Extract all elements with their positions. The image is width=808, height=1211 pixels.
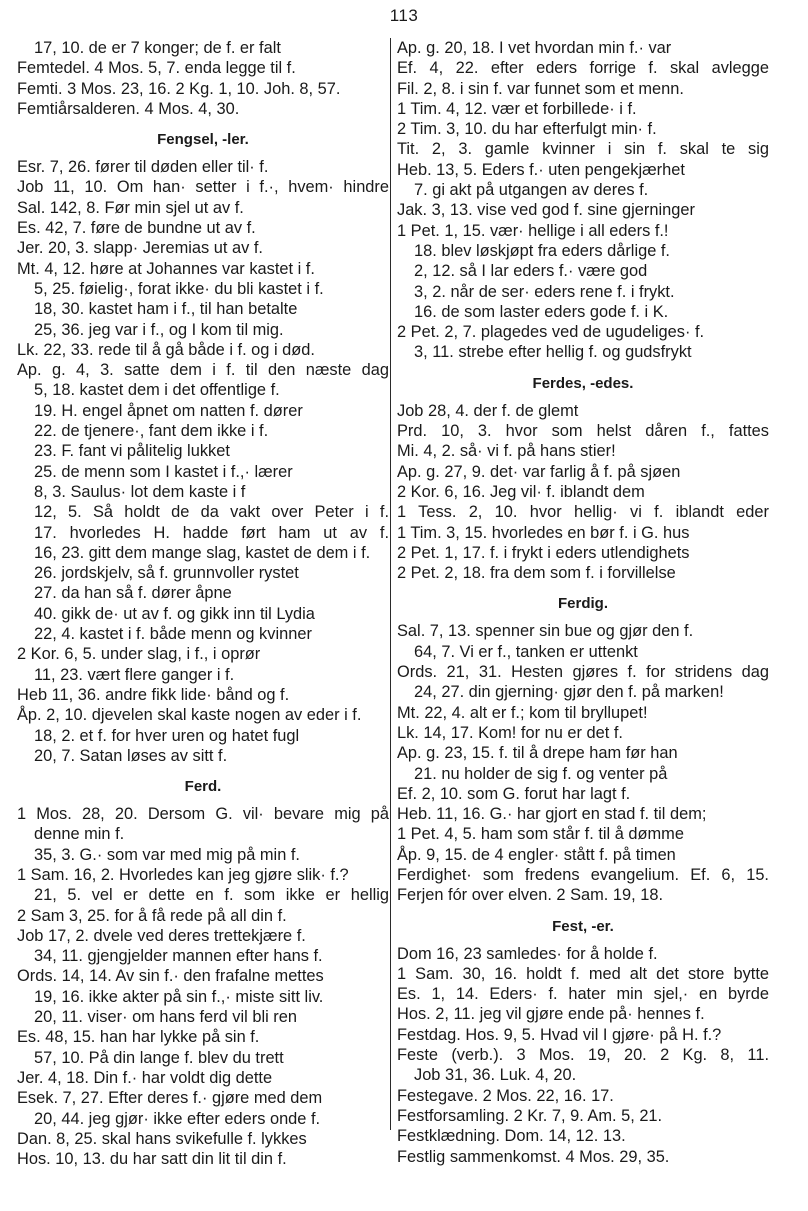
concordance-entry: Festegave. 2 Mos. 22, 16. 17. <box>397 1086 614 1105</box>
concordance-entry: Heb. 11, 16. G.· har gjort en stad f. til dem; <box>397 805 707 824</box>
concordance-entry: 22. de tjenere·, fant dem ikke i f. <box>34 422 269 441</box>
concordance-entry: 1 Tess. 2, 10. hvor hellig· vi f. iblandt eder <box>397 503 769 522</box>
concordance-entry: Ap. g. 23, 15. f. til å drepe ham før han <box>397 744 678 763</box>
column-divider <box>390 38 391 1130</box>
concordance-entry: Femti. 3 Mos. 23, 16. 2 Kg. 1, 10. Joh. 8, 57. <box>17 79 341 98</box>
concordance-entry: Feste (verb.). 3 Mos. 19, 20. 2 Kg. 8, 11. <box>397 1046 769 1065</box>
concordance-entry: 35, 3. G.· som var med mig på min f. <box>34 845 300 864</box>
concordance-entry: Heb 11, 36. andre fikk lide· bånd og f. <box>17 685 290 704</box>
concordance-entry: 16, 23. gitt dem mange slag, kastet de dem i f. <box>34 543 371 562</box>
concordance-entry: Es. 1, 14. Eders· f. hater min sjel,· en byrde <box>397 985 769 1004</box>
concordance-entry: Festdag. Hos. 9, 5. Hvad vil I gjøre· på H. f.? <box>397 1025 722 1044</box>
concordance-entry: 2 Pet. 2, 18. fra dem som f. i forvillelse <box>397 564 676 583</box>
concordance-entry: 40. gikk de· ut av f. og gikk inn til Lydia <box>34 604 315 623</box>
concordance-entry: 17, 10. de er 7 konger; de f. er falt <box>34 39 281 57</box>
concordance-entry: Åp. 9, 15. de 4 engler· stått f. på timen <box>397 845 676 864</box>
left-column <box>17 38 389 1169</box>
concordance-entry: Job 11, 10. Om han· setter i f.·, hvem· hindre <box>17 178 389 197</box>
concordance-entry: 1 Tim. 4, 12. vær et forbillede· i f. <box>397 99 637 118</box>
right-column <box>397 38 769 1167</box>
concordance-entry: 5, 25. føielig·, forat ikke· du bli kastet i f. <box>34 279 324 298</box>
concordance-entry: 24, 27. din gjerning· gjør den f. på marken! <box>414 683 724 702</box>
concordance-entry: 23. F. fant vi pålitelig lukket <box>34 442 230 461</box>
concordance-entry: 2 Tim. 3, 10. du har efterfulgt min· f. <box>397 120 657 139</box>
concordance-entry: Ef. 2, 10. som G. forut har lagt f. <box>397 784 631 803</box>
concordance-entry: 20, 7. Satan løses av sitt f. <box>34 746 228 765</box>
concordance-entry: 34, 11. gjengjelder mannen efter hans f. <box>34 947 323 966</box>
concordance-entry: 2 Kor. 6, 5. under slag, i f., i oprør <box>17 645 261 664</box>
concordance-entry: 20, 44. jeg gjør· ikke efter eders onde f. <box>34 1109 321 1128</box>
concordance-entry: 19. H. engel åpnet om natten f. dører <box>34 401 303 420</box>
concordance-entry: 18, 2. et f. for hver uren og hatet fugl <box>34 726 300 745</box>
concordance-entry: 3, 11. strebe efter hellig f. og gudsfrykt <box>414 343 692 362</box>
concordance-entry: 12, 5. Så holdt de da vakt over Peter i f. <box>34 503 389 522</box>
concordance-entry: 2 Pet. 1, 17. f. i frykt i eders utlendighets <box>397 543 690 562</box>
concordance-entry: Es. 48, 15. han har lykke på sin f. <box>17 1028 260 1047</box>
concordance-entry: Hos. 10, 13. du har satt din lit til din f. <box>17 1150 287 1169</box>
concordance-entry: 25. de menn som I kastet i f.,· lærer <box>34 462 293 481</box>
concordance-entry: 2 Kor. 6, 16. Jeg vil· f. iblandt dem <box>397 482 645 501</box>
concordance-entry: 1 Mos. 28, 20. Dersom G. vil· bevare mig på <box>17 805 389 824</box>
concordance-entry: Ap. g. 20, 18. I vet hvordan min f.· var <box>397 39 672 57</box>
concordance-entry: 18, 30. kastet ham i f., til han betalte <box>34 300 298 319</box>
concordance-entry: Hos. 2, 11. jeg vil gjøre ende på· hennes f. <box>397 1005 705 1024</box>
concordance-entry: 2, 12. så I lar eders f.· være god <box>414 262 648 281</box>
concordance-entry: Fil. 2, 8. i sin f. var funnet som et menn. <box>397 79 684 98</box>
concordance-entry: Ap. g. 4, 3. satte dem i f. til den næste dag <box>17 361 389 380</box>
concordance-entry: 18. blev løskjøpt fra eders dårlige f. <box>414 241 670 260</box>
section-heading: Ferd. <box>184 778 222 796</box>
concordance-entry: 2 Sam 3, 25. for å få rede på all din f. <box>17 906 287 925</box>
concordance-entry: 1 Sam. 30, 16. holdt f. med alt det store bytte <box>397 964 769 983</box>
concordance-entry: Job 28, 4. der f. de glemt <box>397 401 579 420</box>
page-number: 113 <box>389 6 419 25</box>
concordance-entry: Femtedel. 4 Mos. 5, 7. enda legge til f. <box>17 59 296 78</box>
concordance-entry: Dan. 8, 25. skal hans svikefulle f. lykkes <box>17 1129 307 1148</box>
concordance-entry: Festlig sammenkomst. 4 Mos. 29, 35. <box>397 1147 670 1166</box>
section-heading: Ferdig. <box>557 595 608 613</box>
concordance-entry: denne min f. <box>34 825 125 844</box>
concordance-entry: 11, 23. vært flere ganger i f. <box>34 665 235 684</box>
section-heading: Fest, -er. <box>552 917 614 935</box>
concordance-entry: 1 Tim. 3, 15. hvorledes en bør f. i G. hus <box>397 523 690 542</box>
concordance-entry: 25, 36. jeg var i f., og I kom til mig. <box>34 320 284 339</box>
concordance-entry: Tit. 2, 3. gamle kvinner i sin f. skal te sig <box>397 140 769 159</box>
concordance-entry: Ords. 21, 31. Hesten gjøres f. for stridens dag <box>397 663 769 682</box>
concordance-entry: Ef. 4, 22. efter eders forrige f. skal avlegge <box>397 59 769 78</box>
section-heading: Fengsel, -ler. <box>157 131 249 149</box>
concordance-entry: 2 Pet. 2, 7. plagedes ved de ugudeliges· f. <box>397 323 705 342</box>
concordance-entry: Esek. 7, 27. Efter deres f.· gjøre med dem <box>17 1089 323 1108</box>
concordance-entry: 21. nu holder de sig f. og venter på <box>414 764 668 783</box>
concordance-entry: 8, 3. Saulus· lot dem kaste i f <box>34 482 246 501</box>
concordance-entry: Sal. 7, 13. spenner sin bue og gjør den f. <box>397 622 694 641</box>
concordance-entry: Mt. 4, 12. høre at Johannes var kastet i f. <box>17 259 315 278</box>
concordance-entry: Åp. 2, 10. djevelen skal kaste nogen av eder i f. <box>17 706 362 725</box>
concordance-entry: Jer. 4, 18. Din f.· har voldt dig dette <box>17 1068 273 1087</box>
concordance-entry: 27. da han så f. dører åpne <box>34 584 232 603</box>
concordance-entry: 1 Sam. 16, 2. Hvorledes kan jeg gjøre slik· f.? <box>17 865 349 884</box>
concordance-entry: Heb. 13, 5. Eders f.· uten pengekjærhet <box>397 160 685 179</box>
concordance-entry: 3, 2. når de ser· eders rene f. i frykt. <box>414 282 675 301</box>
concordance-entry: 26. jordskjelv, så f. grunnvoller rystet <box>34 564 299 583</box>
concordance-entry: Femtiårsalderen. 4 Mos. 4, 30. <box>17 99 240 118</box>
concordance-entry: Jer. 20, 3. slapp· Jeremias ut av f. <box>17 239 263 258</box>
concordance-entry: Prd. 10, 3. hvor som helst dåren f., fattes <box>397 422 769 441</box>
concordance-entry: Mi. 4, 2. så· vi f. på hans stier! <box>397 442 616 461</box>
concordance-entry: Mt. 22, 4. alt er f.; kom til bryllupet! <box>397 703 648 722</box>
concordance-entry: Esr. 7, 26. fører til døden eller til· f. <box>17 158 269 177</box>
concordance-entry: Lk. 14, 17. Kom! for nu er det f. <box>397 723 623 742</box>
concordance-entry: 7. gi akt på utgangen av deres f. <box>414 181 649 200</box>
concordance-entry: Ords. 14, 14. Av sin f.· den frafalne mettes <box>17 967 324 986</box>
concordance-entry: 20, 11. viser· om hans ferd vil bli ren <box>34 1008 297 1027</box>
concordance-entry: Es. 42, 7. føre de bundne ut av f. <box>17 219 256 238</box>
concordance-entry: Ap. g. 27, 9. det· var farlig å f. på sjøen <box>397 462 681 481</box>
concordance-entry: 5, 18. kastet dem i det offentlige f. <box>34 381 280 400</box>
concordance-entry: 1 Pet. 4, 5. ham som står f. til å dømme <box>397 825 684 844</box>
concordance-entry: 16. de som laster eders gode f. i K. <box>414 302 669 321</box>
concordance-entry: Lk. 22, 33. rede til å gå både i f. og i død. <box>17 340 315 359</box>
concordance-entry: 19, 16. ikke akter på sin f.,· miste sitt liv. <box>34 987 324 1006</box>
concordance-entry: Job 31, 36. Luk. 4, 20. <box>414 1066 577 1085</box>
concordance-entry: 57, 10. På din lange f. blev du trett <box>34 1048 284 1067</box>
concordance-entry: Festklædning. Dom. 14, 12. 13. <box>397 1127 626 1146</box>
concordance-entry: Sal. 142, 8. Før min sjel ut av f. <box>17 198 244 217</box>
concordance-entry: 64, 7. Vi er f., tanken er uttenkt <box>414 642 638 661</box>
concordance-entry: Dom 16, 23 samledes· for å holde f. <box>397 944 658 963</box>
concordance-entry: Jak. 3, 13. vise ved god f. sine gjerninger <box>397 201 695 220</box>
concordance-entry: Ferdighet· som fredens evangelium. Ef. 6, 15. <box>397 865 769 884</box>
concordance-entry: Job 17, 2. dvele ved deres trettekjære f. <box>17 926 306 945</box>
section-heading: Ferdes, -edes. <box>532 374 634 392</box>
concordance-entry: 1 Pet. 1, 15. vær· hellige i all eders f.! <box>397 221 669 240</box>
concordance-entry: Festforsamling. 2 Kr. 7, 9. Am. 5, 21. <box>397 1106 663 1125</box>
concordance-entry: 22, 4. kastet i f. både menn og kvinner <box>34 625 312 644</box>
concordance-entry: 21, 5. vel er dette en f. som ikke er hellig <box>34 886 389 905</box>
concordance-entry: 17. hvorledes H. hadde ført ham ut av f. <box>34 523 389 542</box>
concordance-entry: Ferjen fór over elven. 2 Sam. 19, 18. <box>397 886 664 905</box>
